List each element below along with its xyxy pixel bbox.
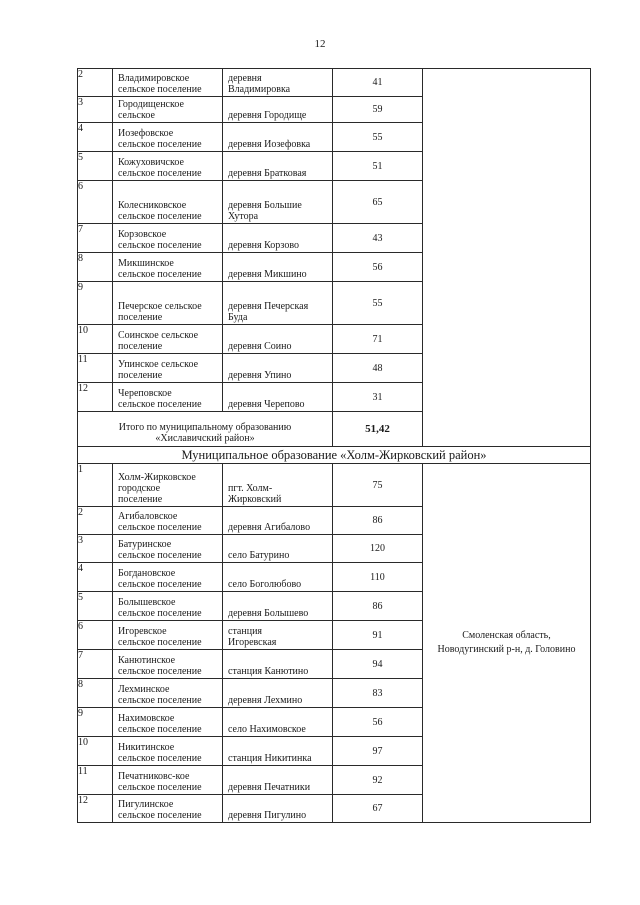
village-name bbox=[223, 123, 333, 152]
holm-zhirkovsky-group bbox=[78, 464, 591, 823]
text-line: «Хиславичский район» bbox=[155, 433, 255, 444]
value-cell: 59 bbox=[333, 97, 423, 123]
village-name bbox=[223, 535, 333, 563]
text-line: сельское поселение bbox=[118, 168, 202, 179]
text-line: пгт. Холм- bbox=[228, 483, 273, 494]
row-number: 7 bbox=[78, 224, 113, 253]
text-line: Канютинское bbox=[118, 655, 176, 666]
text-line: деревня Соино bbox=[228, 341, 292, 352]
text-line: село Батурино bbox=[228, 550, 290, 561]
text-line: Владимировское bbox=[118, 73, 190, 84]
value-cell: 120 bbox=[333, 535, 423, 563]
value-cell: 55 bbox=[333, 123, 423, 152]
text-line: Печерское сельское bbox=[118, 301, 202, 312]
row-number: 5 bbox=[78, 152, 113, 181]
village-name bbox=[223, 737, 333, 766]
text-line: Никитинское bbox=[118, 742, 175, 753]
text-line: Колесниковское bbox=[118, 200, 187, 211]
village-name bbox=[223, 97, 333, 123]
text-line: сельское поселение bbox=[118, 695, 202, 706]
text-line: деревня Упино bbox=[228, 370, 292, 381]
settlement-name bbox=[113, 766, 223, 795]
settlement-name bbox=[113, 69, 223, 97]
text-line: Микшинское bbox=[118, 258, 174, 269]
row-number: 10 bbox=[78, 325, 113, 354]
text-line: Болышевское bbox=[118, 597, 176, 608]
value-cell: 67 bbox=[333, 795, 423, 823]
text-line: Батуринское bbox=[118, 539, 172, 550]
settlement-name bbox=[113, 708, 223, 737]
value-cell: 43 bbox=[333, 224, 423, 253]
settlement-name bbox=[113, 253, 223, 282]
text-line: поселение bbox=[118, 312, 163, 323]
settlement-name bbox=[113, 152, 223, 181]
text-line: Корзовское bbox=[118, 229, 167, 240]
value-cell: 51 bbox=[333, 152, 423, 181]
value-cell: 75 bbox=[333, 464, 423, 507]
text-line: деревня Братковая bbox=[228, 168, 307, 179]
text-line: поселение bbox=[118, 370, 163, 381]
text-line: станция Канютино bbox=[228, 666, 309, 677]
row-number: 11 bbox=[78, 766, 113, 795]
settlement-name bbox=[113, 679, 223, 708]
text-line: Кожуховичское bbox=[118, 157, 184, 168]
text-line: Итого по муниципальному образованию bbox=[118, 422, 292, 433]
settlement-name bbox=[113, 464, 223, 507]
hislavichi-group bbox=[78, 69, 591, 447]
text-line: сельское поселение bbox=[118, 810, 202, 821]
text-line: деревня Черепово bbox=[228, 399, 305, 410]
row-number: 12 bbox=[78, 383, 113, 412]
text-line: сельское поселение bbox=[118, 724, 202, 735]
settlement-name bbox=[113, 737, 223, 766]
text-line: сельское поселение bbox=[118, 753, 202, 764]
table-row bbox=[78, 464, 591, 507]
village-name bbox=[223, 464, 333, 507]
village-name bbox=[223, 253, 333, 282]
total-value: 51,42 bbox=[333, 412, 423, 447]
settlement-name bbox=[113, 325, 223, 354]
text-line: Упинское сельское bbox=[118, 359, 199, 370]
village-name bbox=[223, 224, 333, 253]
settlement-name bbox=[113, 592, 223, 621]
text-line: Соинское сельское bbox=[118, 330, 199, 341]
value-cell: 71 bbox=[333, 325, 423, 354]
village-name bbox=[223, 592, 333, 621]
row-number: 11 bbox=[78, 354, 113, 383]
text-line: Печатниковс-кое bbox=[118, 771, 190, 782]
text-line: городское bbox=[118, 483, 161, 494]
row-number: 9 bbox=[78, 708, 113, 737]
section-row bbox=[78, 447, 591, 464]
text-line: деревня Агибалово bbox=[228, 522, 311, 533]
settlement-name bbox=[113, 224, 223, 253]
text-line: деревня Пигулино bbox=[228, 810, 307, 821]
settlement-name bbox=[113, 507, 223, 535]
total-label bbox=[78, 412, 333, 447]
text-line: Жирковский bbox=[228, 494, 282, 505]
row-number: 8 bbox=[78, 253, 113, 282]
value-cell: 31 bbox=[333, 383, 423, 412]
village-name bbox=[223, 181, 333, 224]
section-header-group bbox=[78, 447, 591, 464]
text-line: деревня Болышево bbox=[228, 608, 309, 619]
text-line: Нахимовское bbox=[118, 713, 175, 724]
settlement-name bbox=[113, 795, 223, 823]
row-number: 2 bbox=[78, 69, 113, 97]
text-line: сельское поселение bbox=[118, 550, 202, 561]
village-name bbox=[223, 708, 333, 737]
text-line: село Боголюбово bbox=[228, 579, 302, 590]
text-line: Городищенское bbox=[118, 99, 184, 110]
text-line: Пигулинское bbox=[118, 799, 174, 810]
text-line: деревня bbox=[228, 73, 262, 84]
value-cell: 65 bbox=[333, 181, 423, 224]
text-line: сельское поселение bbox=[118, 666, 202, 677]
settlement-name bbox=[113, 621, 223, 650]
text-line: деревня Микшино bbox=[228, 269, 307, 280]
value-cell: 56 bbox=[333, 708, 423, 737]
text-line: Буда bbox=[228, 312, 248, 323]
value-cell: 97 bbox=[333, 737, 423, 766]
text-line: сельское поселение bbox=[118, 399, 202, 410]
row-number: 3 bbox=[78, 535, 113, 563]
value-cell: 83 bbox=[333, 679, 423, 708]
text-line: сельское поселение bbox=[118, 782, 202, 793]
village-name bbox=[223, 563, 333, 592]
text-line: сельское поселение bbox=[118, 139, 202, 150]
text-line: сельское поселение bbox=[118, 637, 202, 648]
village-name bbox=[223, 354, 333, 383]
text-line: Владимировка bbox=[228, 84, 291, 95]
location-cell bbox=[423, 69, 591, 447]
text-line: Богдановское bbox=[118, 568, 176, 579]
section-title: Муниципальное образование «Холм-Жирковский район» bbox=[78, 447, 591, 464]
settlement-name bbox=[113, 650, 223, 679]
row-number: 9 bbox=[78, 282, 113, 325]
table-row bbox=[78, 69, 591, 97]
text-line: станция bbox=[228, 626, 263, 637]
text-line: сельское поселение bbox=[118, 579, 202, 590]
text-line: сельское поселение bbox=[118, 84, 202, 95]
text-line: деревня Большие bbox=[228, 200, 302, 211]
text-line: Игоревская bbox=[228, 637, 277, 648]
value-cell: 86 bbox=[333, 507, 423, 535]
village-name bbox=[223, 621, 333, 650]
row-number: 4 bbox=[78, 563, 113, 592]
text-line: станция Никитинка bbox=[228, 753, 312, 764]
text-line: село Нахимовское bbox=[228, 724, 306, 735]
row-number: 3 bbox=[78, 97, 113, 123]
text-line: Хутора bbox=[228, 211, 259, 222]
village-name bbox=[223, 679, 333, 708]
village-name bbox=[223, 152, 333, 181]
text-line: сельское поселение bbox=[118, 522, 202, 533]
row-number: 12 bbox=[78, 795, 113, 823]
text-line: Лехминское bbox=[118, 684, 170, 695]
text-line: сельское bbox=[118, 110, 155, 121]
text-line: Череповское bbox=[118, 388, 172, 399]
village-name bbox=[223, 766, 333, 795]
row-number: 10 bbox=[78, 737, 113, 766]
settlement-name bbox=[113, 383, 223, 412]
value-cell: 91 bbox=[333, 621, 423, 650]
value-cell: 56 bbox=[333, 253, 423, 282]
text-line: деревня Печерская bbox=[228, 301, 309, 312]
value-cell: 48 bbox=[333, 354, 423, 383]
settlement-name bbox=[113, 535, 223, 563]
settlements-table bbox=[77, 68, 591, 823]
location-cell bbox=[423, 464, 591, 823]
text-line: деревня Корзово bbox=[228, 240, 299, 251]
village-name bbox=[223, 282, 333, 325]
village-name bbox=[223, 325, 333, 354]
village-name bbox=[223, 507, 333, 535]
value-cell: 55 bbox=[333, 282, 423, 325]
value-cell: 110 bbox=[333, 563, 423, 592]
value-cell: 94 bbox=[333, 650, 423, 679]
settlement-name bbox=[113, 563, 223, 592]
value-cell: 86 bbox=[333, 592, 423, 621]
row-number: 5 bbox=[78, 592, 113, 621]
settlement-name bbox=[113, 282, 223, 325]
text-line: Холм-Жирковское bbox=[118, 472, 196, 483]
village-name bbox=[223, 795, 333, 823]
text-line: деревня Иозефовка bbox=[228, 139, 311, 150]
text-line: поселение bbox=[118, 494, 163, 505]
text-line: сельское поселение bbox=[118, 608, 202, 619]
text-line: Смоленская область, bbox=[462, 630, 551, 641]
village-name bbox=[223, 69, 333, 97]
text-line: деревня Лехмино bbox=[228, 695, 303, 706]
text-line: сельское поселение bbox=[118, 269, 202, 280]
value-cell: 92 bbox=[333, 766, 423, 795]
row-number: 7 bbox=[78, 650, 113, 679]
village-name bbox=[223, 383, 333, 412]
text-line: поселение bbox=[118, 341, 163, 352]
text-line: деревня Печатники bbox=[228, 782, 311, 793]
settlement-name bbox=[113, 354, 223, 383]
page-number: 12 bbox=[314, 38, 326, 50]
village-name bbox=[223, 650, 333, 679]
text-line: Иозефовское bbox=[118, 128, 174, 139]
text-line: Агибаловское bbox=[118, 511, 178, 522]
settlement-name bbox=[113, 181, 223, 224]
row-number: 1 bbox=[78, 464, 113, 507]
settlement-name bbox=[113, 123, 223, 152]
text-line: деревня Городище bbox=[228, 110, 307, 121]
row-number: 2 bbox=[78, 507, 113, 535]
row-number: 8 bbox=[78, 679, 113, 708]
row-number: 6 bbox=[78, 621, 113, 650]
text-line: сельское поселение bbox=[118, 211, 202, 222]
row-number: 6 bbox=[78, 181, 113, 224]
text-line: Игоревское bbox=[118, 626, 167, 637]
text-line: Новодугинский р-н, д. Головино bbox=[437, 644, 576, 655]
text-line: сельское поселение bbox=[118, 240, 202, 251]
row-number: 4 bbox=[78, 123, 113, 152]
settlement-name bbox=[113, 97, 223, 123]
value-cell: 41 bbox=[333, 69, 423, 97]
